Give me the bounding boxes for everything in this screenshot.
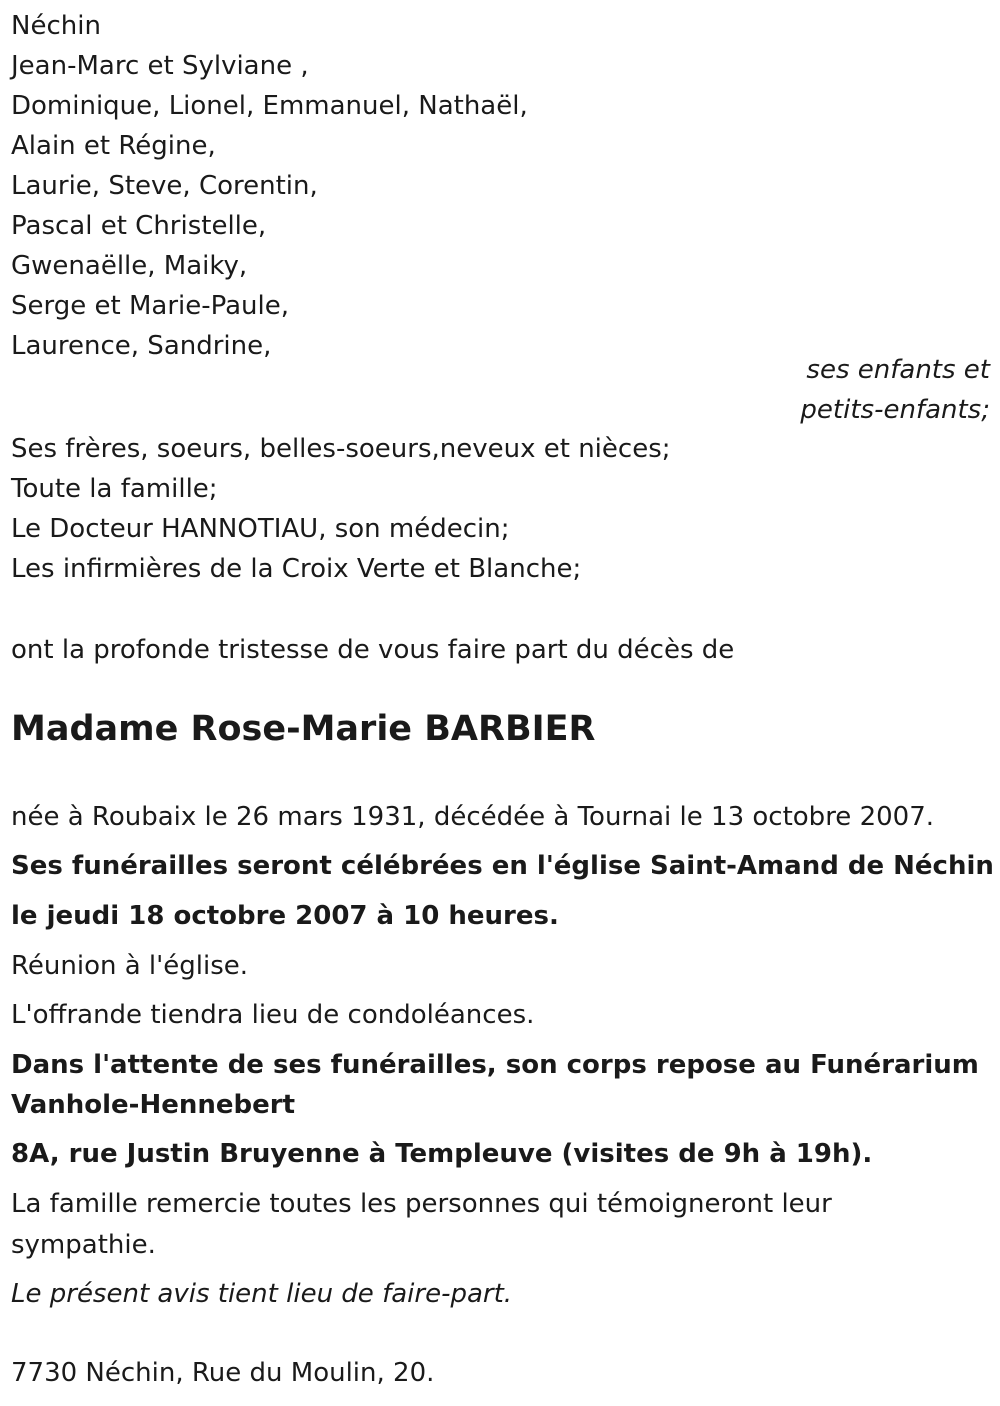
others-line: Toute la famille; <box>11 474 218 504</box>
header-line-family: Laurence, Sandrine, <box>11 331 272 361</box>
meeting-text: Réunion à l'église. <box>11 951 249 981</box>
funeral-location: Ses funérailles seront célébrées en l'église Saint-Amand de Néchin <box>11 851 994 881</box>
others-line: Les infirmières de la Croix Verte et Blanche; <box>11 554 582 584</box>
header-line-family: Laurie, Steve, Corentin, <box>11 171 318 201</box>
header-line-family: Serge et Marie-Paule, <box>11 291 290 321</box>
relation-line: petits-enfants; <box>800 395 990 425</box>
header-line-family: Pascal et Christelle, <box>11 211 267 241</box>
notice-text: Le présent avis tient lieu de faire-part. <box>11 1279 513 1309</box>
relation-line: ses enfants et <box>806 355 990 385</box>
header-line-family: Dominique, Lionel, Emmanuel, Nathaël, <box>11 91 528 121</box>
offering-text: L'offrande tiendra lieu de condoléances. <box>11 1000 535 1030</box>
funeral-date: le jeudi 18 octobre 2007 à 10 heures. <box>11 901 559 931</box>
others-line: Le Docteur HANNOTIAU, son médecin; <box>11 514 510 544</box>
header-line-family: Alain et Régine, <box>11 131 216 161</box>
header-line-location: Néchin <box>11 11 101 41</box>
birth-death-text: née à Roubaix le 26 mars 1931, décédée à Tournai le 13 octobre 2007. <box>11 802 934 832</box>
header-line-family: Jean-Marc et Sylviane , <box>11 51 309 81</box>
family-address: 7730 Néchin, Rue du Moulin, 20. <box>11 1358 435 1388</box>
header-line-family: Gwenaëlle, Maiky, <box>11 251 248 281</box>
thanks-text: La famille remercie toutes les personnes qui témoigneront leur <box>11 1189 832 1219</box>
announcement-text: ont la profonde tristesse de vous faire part du décès de <box>11 635 735 665</box>
rest-address: 8A, rue Justin Bruyenne à Templeuve (visites de 9h à 19h). <box>11 1139 873 1169</box>
deceased-name: Madame Rose-Marie BARBIER <box>11 709 596 749</box>
others-line: Ses frères, soeurs, belles-soeurs,neveux et nièces; <box>11 434 671 464</box>
rest-location-name: Vanhole-Hennebert <box>11 1090 296 1120</box>
rest-location: Dans l'attente de ses funérailles, son corps repose au Funérarium <box>11 1050 979 1080</box>
thanks-text: sympathie. <box>11 1230 156 1260</box>
